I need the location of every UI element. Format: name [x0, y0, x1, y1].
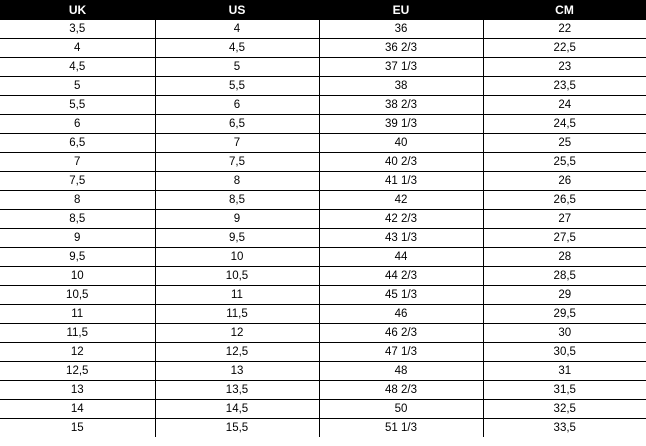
table-cell: 4 — [155, 20, 319, 39]
table-cell: 7 — [0, 153, 155, 172]
table-cell: 22,5 — [483, 39, 646, 58]
table-cell: 12,5 — [155, 343, 319, 362]
table-cell: 38 2/3 — [319, 96, 483, 115]
table-row — [0, 248, 646, 267]
table-cell: 31,5 — [483, 381, 646, 400]
table-cell: 9,5 — [0, 248, 155, 267]
table-row — [0, 96, 646, 115]
table-cell: 7,5 — [155, 153, 319, 172]
table-cell: 27 — [483, 210, 646, 229]
table-row — [0, 172, 646, 191]
table-cell: 48 2/3 — [319, 381, 483, 400]
table-cell: 8 — [155, 172, 319, 191]
table-cell: 5 — [0, 77, 155, 96]
table-cell: 42 — [319, 191, 483, 210]
column-header-eu: EU — [319, 0, 483, 20]
table-cell: 10,5 — [155, 267, 319, 286]
table-cell: 4,5 — [155, 39, 319, 58]
table-cell: 9 — [0, 229, 155, 248]
table-cell: 25,5 — [483, 153, 646, 172]
table-cell: 24,5 — [483, 115, 646, 134]
table-cell: 23 — [483, 58, 646, 77]
table-cell: 10,5 — [0, 286, 155, 305]
table-row — [0, 39, 646, 58]
column-header-cm: CM — [483, 0, 646, 20]
table-cell: 6,5 — [155, 115, 319, 134]
table-cell: 23,5 — [483, 77, 646, 96]
table-cell: 7,5 — [0, 172, 155, 191]
table-cell: 29 — [483, 286, 646, 305]
table-row — [0, 77, 646, 96]
table-cell: 13 — [155, 362, 319, 381]
table-cell: 44 — [319, 248, 483, 267]
table-row — [0, 58, 646, 77]
table-cell: 41 1/3 — [319, 172, 483, 191]
table-cell: 14 — [0, 400, 155, 419]
table-cell: 33,5 — [483, 419, 646, 438]
table-row — [0, 343, 646, 362]
table-cell: 6 — [155, 96, 319, 115]
table-cell: 36 — [319, 20, 483, 39]
table-row — [0, 324, 646, 343]
table-cell: 46 2/3 — [319, 324, 483, 343]
table-row — [0, 20, 646, 39]
table-cell: 40 — [319, 134, 483, 153]
table-cell: 9,5 — [155, 229, 319, 248]
table-cell: 26,5 — [483, 191, 646, 210]
table-cell: 42 2/3 — [319, 210, 483, 229]
table-row — [0, 286, 646, 305]
column-header-us: US — [155, 0, 319, 20]
table-row — [0, 400, 646, 419]
table-cell: 4 — [0, 39, 155, 58]
table-cell: 6,5 — [0, 134, 155, 153]
table-cell: 13 — [0, 381, 155, 400]
table-row — [0, 134, 646, 153]
table-cell: 47 1/3 — [319, 343, 483, 362]
table-cell: 24 — [483, 96, 646, 115]
table-cell: 11,5 — [0, 324, 155, 343]
table-row — [0, 229, 646, 248]
table-cell: 8,5 — [155, 191, 319, 210]
table-row — [0, 210, 646, 229]
table-cell: 25 — [483, 134, 646, 153]
table-cell: 6 — [0, 115, 155, 134]
table-cell: 27,5 — [483, 229, 646, 248]
table-cell: 30 — [483, 324, 646, 343]
table-cell: 43 1/3 — [319, 229, 483, 248]
column-header-uk: UK — [0, 0, 155, 20]
table-cell: 40 2/3 — [319, 153, 483, 172]
table-cell: 4,5 — [0, 58, 155, 77]
table-cell: 5,5 — [0, 96, 155, 115]
table-cell: 5 — [155, 58, 319, 77]
table-cell: 12,5 — [0, 362, 155, 381]
table-cell: 8,5 — [0, 210, 155, 229]
table-cell: 11 — [0, 305, 155, 324]
table-header-row — [0, 0, 646, 20]
table-row — [0, 381, 646, 400]
table-cell: 26 — [483, 172, 646, 191]
table-row — [0, 267, 646, 286]
table-cell: 9 — [155, 210, 319, 229]
table-cell: 8 — [0, 191, 155, 210]
table-cell: 29,5 — [483, 305, 646, 324]
table-header — [0, 0, 646, 20]
table-cell: 10 — [155, 248, 319, 267]
table-cell: 46 — [319, 305, 483, 324]
table-cell: 5,5 — [155, 77, 319, 96]
table-row — [0, 191, 646, 210]
table-cell: 37 1/3 — [319, 58, 483, 77]
table-cell: 32,5 — [483, 400, 646, 419]
table-cell: 3,5 — [0, 20, 155, 39]
table-cell: 11,5 — [155, 305, 319, 324]
table-cell: 31 — [483, 362, 646, 381]
table-cell: 48 — [319, 362, 483, 381]
table-cell: 44 2/3 — [319, 267, 483, 286]
table-cell: 36 2/3 — [319, 39, 483, 58]
table-cell: 11 — [155, 286, 319, 305]
table-cell: 15 — [0, 419, 155, 438]
table-cell: 39 1/3 — [319, 115, 483, 134]
table-cell: 50 — [319, 400, 483, 419]
table-row — [0, 153, 646, 172]
table-cell: 12 — [155, 324, 319, 343]
table-body — [0, 20, 646, 437]
table-row — [0, 362, 646, 381]
table-cell: 28,5 — [483, 267, 646, 286]
table-cell: 38 — [319, 77, 483, 96]
table-cell: 14,5 — [155, 400, 319, 419]
table-cell: 13,5 — [155, 381, 319, 400]
table-cell: 7 — [155, 134, 319, 153]
table-cell: 10 — [0, 267, 155, 286]
table-row — [0, 115, 646, 134]
table-row — [0, 419, 646, 438]
table-row — [0, 305, 646, 324]
table-cell: 51 1/3 — [319, 419, 483, 438]
table-cell: 22 — [483, 20, 646, 39]
table-cell: 30,5 — [483, 343, 646, 362]
table-cell: 28 — [483, 248, 646, 267]
table-cell: 15,5 — [155, 419, 319, 438]
table-cell: 45 1/3 — [319, 286, 483, 305]
table-cell: 12 — [0, 343, 155, 362]
